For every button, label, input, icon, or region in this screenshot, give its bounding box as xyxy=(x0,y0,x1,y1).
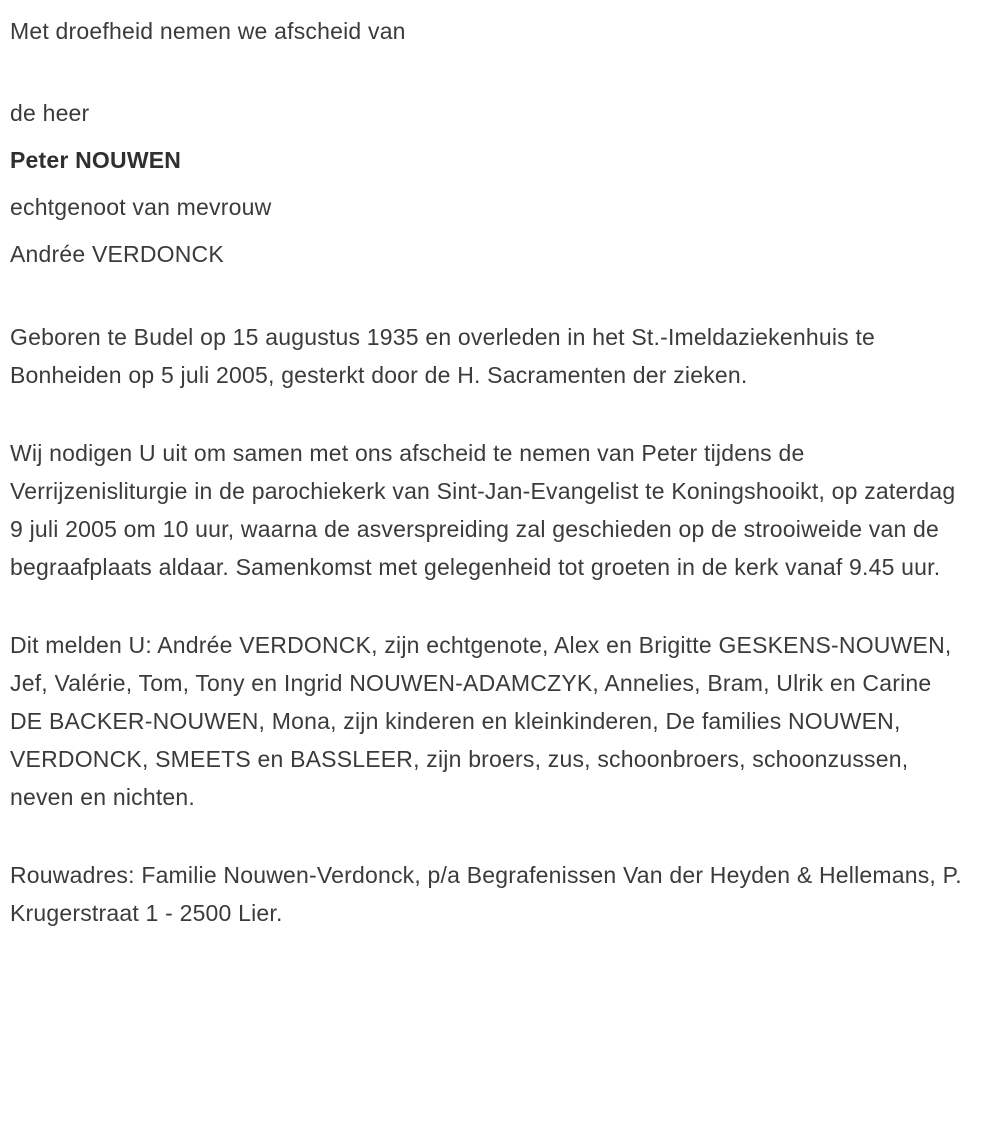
spouse-intro-line: echtgenoot van mevrouw xyxy=(10,194,272,220)
intro-line: Met droefheid nemen we afscheid van xyxy=(10,18,406,44)
announcers-paragraph: Dit melden U: Andrée VERDONCK, zijn echtgenote, Alex en Brigitte GESKENS-NOUWEN, Jef, Valérie, Tom, Tony en Ingrid NOUWEN-ADAMCZYK, Annelies, Bram, Ulrik en Carine DE BACKER-NOUWEN, Mona, zijn kinderen en kleinkinderen, De families NOUWEN, VERDONCK, SMEETS en BASSLEER, zijn broers, zus, schoonbroers, schoonzussen, neven en nichten. xyxy=(10,632,952,810)
birth-death-paragraph: Geboren te Budel op 15 augustus 1935 en overleden in het St.-Imeldaziekenhuis te Bonheiden op 5 juli 2005, gesterkt door de H. Sacramenten der zieken. xyxy=(10,324,876,388)
obituary-document xyxy=(10,12,970,932)
deceased-header xyxy=(10,90,970,278)
invitation-paragraph: Wij nodigen U uit om samen met ons afscheid te nemen van Peter tijdens de Verrijzenisliturgie in de parochiekerk van Sint-Jan-Evangelist te Koningshooikt, op zaterdag 9 juli 2005 om 10 uur, waarna de asverspreiding zal geschieden op de strooiweide van de begraafplaats aldaar. Samenkomst met gelegenheid tot groeten in de kerk vanaf 9.45 uur. xyxy=(10,440,956,580)
salutation-line: de heer xyxy=(10,100,90,126)
mourning-address-paragraph: Rouwadres: Familie Nouwen-Verdonck, p/a Begrafenissen Van der Heyden & Hellemans, P. Krugerstraat 1 - 2500 Lier. xyxy=(10,862,962,926)
spouse-name: Andrée VERDONCK xyxy=(10,241,224,267)
deceased-name: Peter NOUWEN xyxy=(10,147,182,173)
